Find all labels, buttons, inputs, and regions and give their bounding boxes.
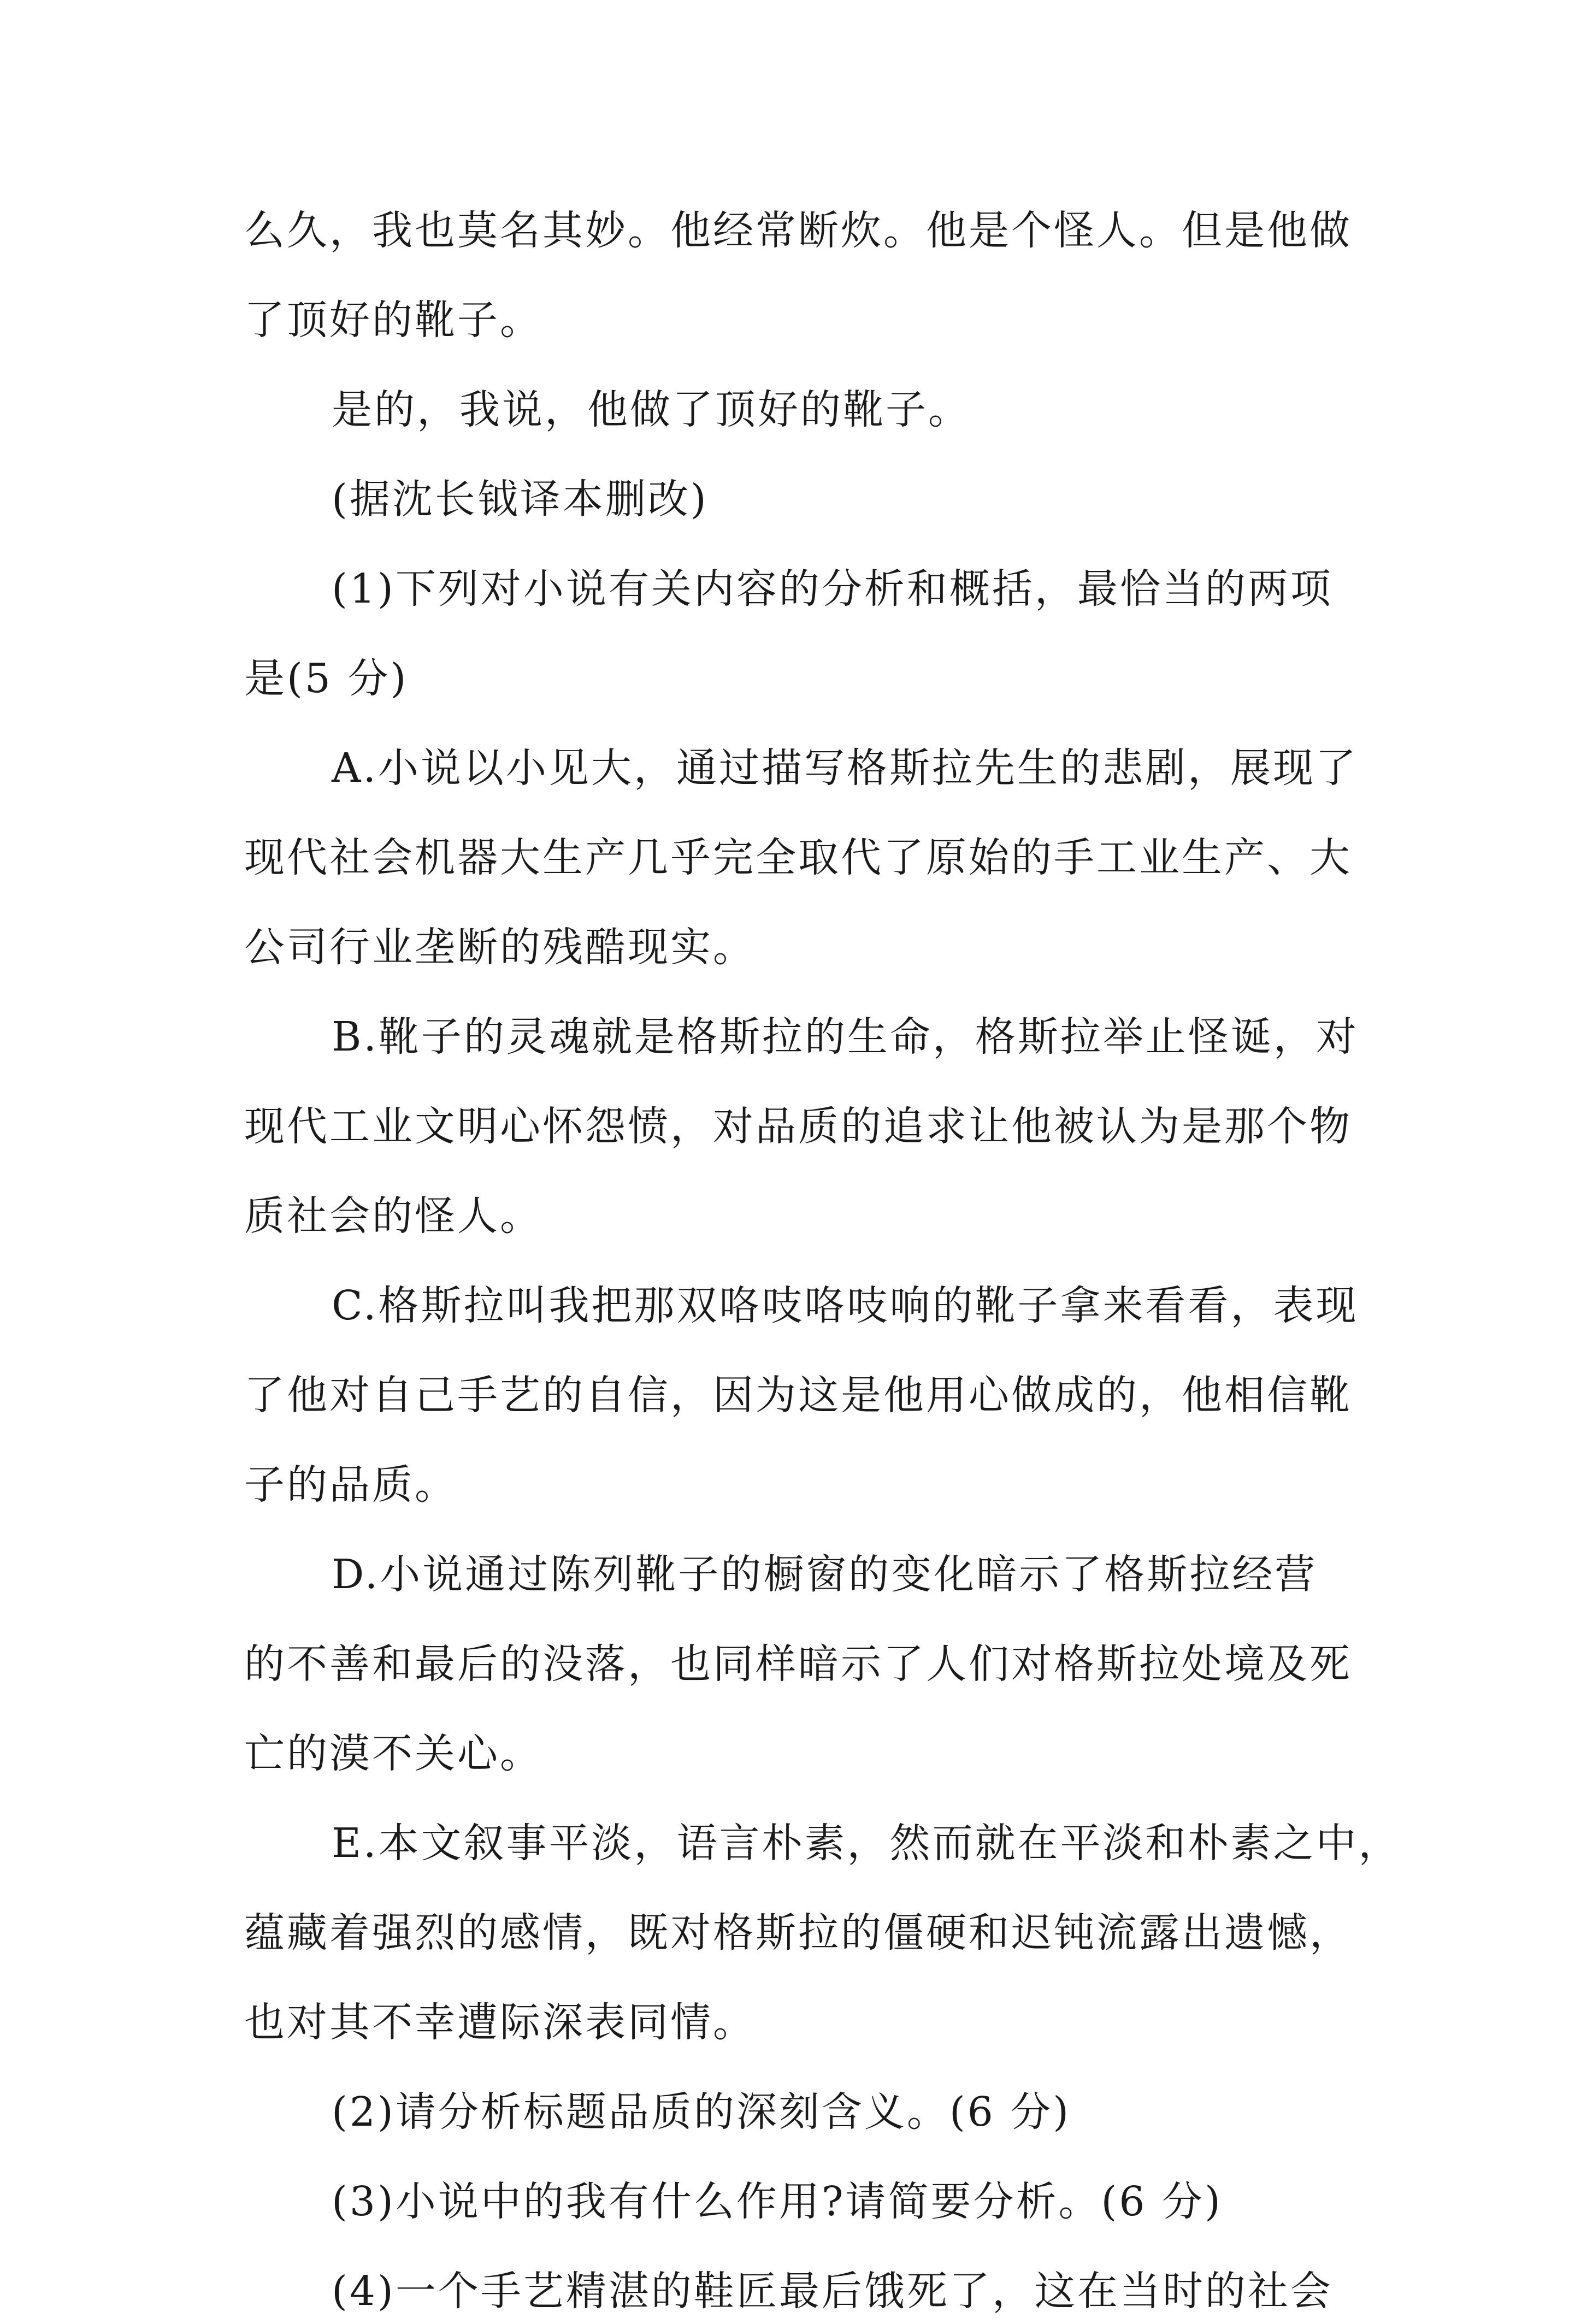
text-line: 也对其不幸遭际深表同情。 [244, 1999, 756, 2046]
text-line: 了他对自己手艺的自信，因为这是他用心做成的，他相信靴 [244, 1372, 1352, 1419]
option-a: A.小说以小见大，通过描写格斯拉先生的悲剧，展现了 [332, 745, 1358, 792]
option-e: E.本文叙事平淡，语言朴素，然而就在平淡和朴素之中， [332, 1820, 1401, 1867]
text-line: 子的品质。 [244, 1461, 457, 1508]
text-line: 质社会的怪人。 [244, 1193, 542, 1240]
question-2: (2)请分析标题品质的深刻含义。(6 分) [332, 2089, 1071, 2136]
text-line: 么久，我也莫名其妙。他经常断炊。他是个怪人。但是他做 [244, 207, 1352, 254]
text-line: 公司行业垄断的残酷现实。 [244, 924, 756, 971]
text-line: 是的，我说，他做了顶好的靴子。 [332, 386, 971, 433]
text-line: 现代工业文明心怀怨愤，对品质的追求让他被认为是那个物 [244, 1103, 1352, 1150]
source-note: (据沈长钺译本删改) [332, 476, 709, 523]
text-line: 是(5 分) [244, 655, 409, 702]
option-d: D.小说通过陈列靴子的橱窗的变化暗示了格斯拉经营 [332, 1551, 1318, 1598]
question-4: (4)一个手艺精湛的鞋匠最后饿死了，这在当时的社会 [332, 2268, 1333, 2315]
question-3: (3)小说中的我有什么作用?请简要分析。(6 分) [332, 2178, 1223, 2225]
text-line: 了顶好的靴子。 [244, 297, 542, 344]
text-line: 蕴藏着强烈的感情，既对格斯拉的僵硬和迟钝流露出遗憾， [244, 1909, 1352, 1956]
option-c: C.格斯拉叫我把那双咯吱咯吱响的靴子拿来看看，表现 [332, 1282, 1359, 1329]
text-line: 亡的漠不关心。 [244, 1730, 542, 1777]
question-1: (1)下列对小说有关内容的分析和概括，最恰当的两项 [332, 565, 1333, 612]
option-b: B.靴子的灵魂就是格斯拉的生命，格斯拉举止怪诞，对 [332, 1013, 1359, 1060]
text-line: 的不善和最后的没落，也同样暗示了人们对格斯拉处境及死 [244, 1641, 1352, 1688]
text-line: 现代社会机器大生产几乎完全取代了原始的手工业生产、大 [244, 834, 1352, 881]
